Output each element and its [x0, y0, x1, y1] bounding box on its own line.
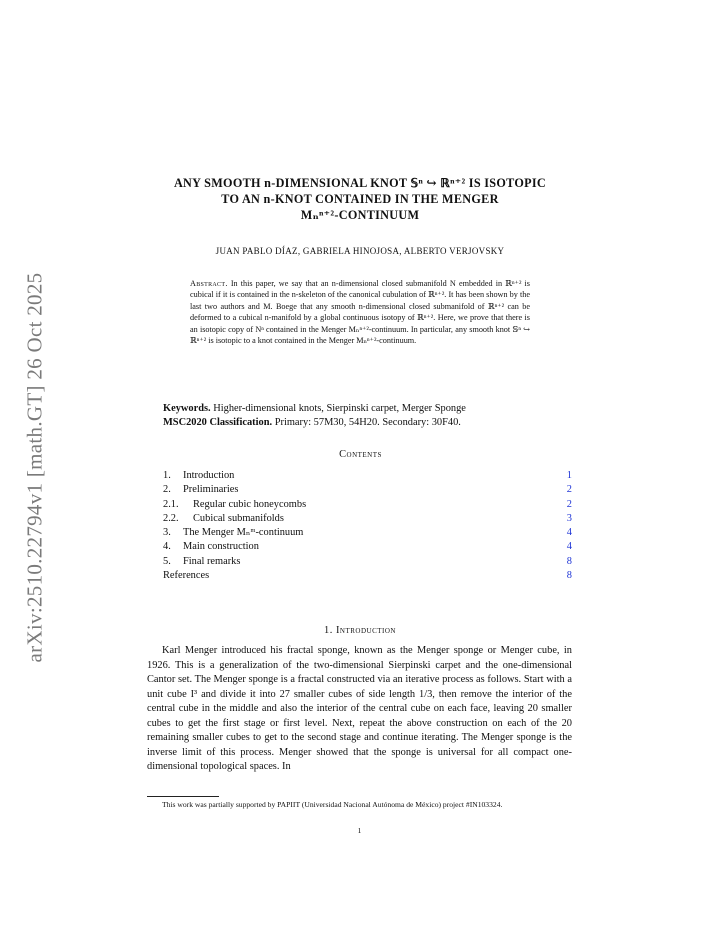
- msc-line: [163, 416, 563, 430]
- toc-entry-title: Introduction: [183, 470, 235, 481]
- toc-page-link[interactable]: 8: [566, 555, 572, 567]
- keywords-block: [163, 402, 563, 430]
- toc-entry-number: 2.2.: [163, 512, 179, 524]
- toc-page-link[interactable]: 1: [566, 470, 572, 481]
- toc-entry-title: Cubical submanifolds: [193, 512, 284, 524]
- toc-entry-title: Regular cubic honeycombs: [193, 498, 307, 510]
- toc-entry-title: Main construction: [183, 541, 259, 553]
- title-line-1: ANY SMOOTH n-DIMENSIONAL KNOT 𝕊ⁿ ↪ ℝⁿ⁺² IS ISOTOPIC: [173, 176, 547, 190]
- toc-entry[interactable]: [163, 469, 572, 483]
- introduction-body: [147, 644, 572, 775]
- keywords-line: [163, 402, 563, 416]
- arxiv-identifier-stamp: [15, 250, 55, 685]
- title-line-3: Mₙⁿ⁺²-CONTINUUM: [300, 208, 420, 222]
- table-of-contents: [163, 469, 572, 583]
- contents-heading: Contents: [339, 449, 382, 460]
- toc-page-link[interactable]: 3: [566, 512, 572, 524]
- toc-entry[interactable]: [163, 555, 572, 569]
- toc-entry[interactable]: [163, 540, 572, 554]
- toc-entry-number: 1.: [163, 470, 171, 481]
- toc-entry[interactable]: [163, 512, 572, 526]
- toc-entry[interactable]: [163, 526, 572, 540]
- page-number: 1: [357, 826, 362, 835]
- toc-page-link[interactable]: 2: [566, 498, 572, 510]
- toc-entry-number: 2.1.: [163, 498, 179, 510]
- keywords-label: Keywords.: [163, 403, 211, 414]
- funding-footnote: This work was partially supported by PAPIIT (Universidad Nacional Autónoma de México) project #IN103324.: [162, 800, 503, 809]
- toc-page-link[interactable]: 4: [566, 541, 572, 553]
- toc-entry-title: The Menger Mₙᵐ-continuum: [183, 527, 304, 539]
- toc-entry-number: 2.: [163, 484, 171, 496]
- toc-entry-number: 4.: [163, 541, 171, 553]
- title-line-2: TO AN n-KNOT CONTAINED IN THE MENGER: [221, 192, 499, 206]
- toc-page-link[interactable]: 8: [566, 570, 572, 582]
- arxiv-identifier-text: arXiv:2510.22794v1 [math.GT] 26 Oct 2025: [22, 272, 47, 663]
- toc-entry-title: Preliminaries: [183, 484, 239, 496]
- toc-entry-number: 3.: [163, 527, 171, 539]
- msc-label: MSC2020 Classification.: [163, 417, 273, 428]
- toc-page-link[interactable]: 2: [566, 484, 572, 496]
- toc-entry[interactable]: [163, 498, 572, 512]
- section-heading-introduction: 1. Introduction: [324, 625, 396, 636]
- footnote-rule: [147, 796, 219, 797]
- introduction-paragraph: Karl Menger introduced his fractal sponge, known as the Menger sponge or Menger cube, in 1926. This is a generalization of the two-dimensional Sierpinski carpet and the one-dimensional Cantor set. The Menger sponge is a fractal constructed via an iterative process as follows. Start with a unit cube I³ and divide it into 27 smaller cubes of side length 1/3, then remove the interior of the central cube in the middle and also the interior of the central cube on each face, leaving 20 smaller cubes to get the first stage or first level. Next, repeat the above construction on each of the 20 remaining smaller cubes to get to the second stage and continue iterating. The Menger sponge is the inverse limit of this process. Menger showed that the sponge is universal for all compact one-dimensional topological spaces. In: [147, 645, 572, 772]
- toc-entry[interactable]: [163, 483, 572, 497]
- toc-page-link[interactable]: 4: [566, 527, 572, 539]
- abstract-text: In this paper, we say that an n-dimensional closed submanifold N embedded in ℝⁿ⁺² is cubical if it is contained in the n-skeleton of the canonical cubulation of ℝⁿ⁺². It has been shown by the last two authors and M. Boege that any smooth n-dimensional closed submanifold of ℝⁿ⁺² can be deformed to a cubical n-manifold by a global continuous isotopy of ℝⁿ⁺². Here, we prove that there is an isotopic copy of Nⁿ contained in the Menger Mₙⁿ⁺²-continuum. In particular, any smooth knot 𝕊ⁿ ↪ ℝⁿ⁺² is isotopic to a knot contained in the Menger Mₙⁿ⁺²-continuum.: [190, 279, 530, 346]
- toc-entry[interactable]: [163, 569, 572, 583]
- author-list: JUAN PABLO DÍAZ, GABRIELA HINOJOSA, ALBERTO VERJOVSKY: [215, 246, 505, 256]
- toc-entry-title: References: [163, 570, 210, 582]
- abstract-heading: Abstract.: [190, 279, 228, 288]
- toc-entry-number: 5.: [163, 555, 171, 567]
- paper-title: [140, 175, 580, 223]
- keywords-text: Higher-dimensional knots, Sierpinski carpet, Merger Sponge: [213, 403, 466, 414]
- msc-text: Primary: 57M30, 54H20. Secondary: 30F40.: [274, 417, 461, 428]
- toc-entry-title: Final remarks: [183, 555, 241, 567]
- abstract: [190, 278, 530, 346]
